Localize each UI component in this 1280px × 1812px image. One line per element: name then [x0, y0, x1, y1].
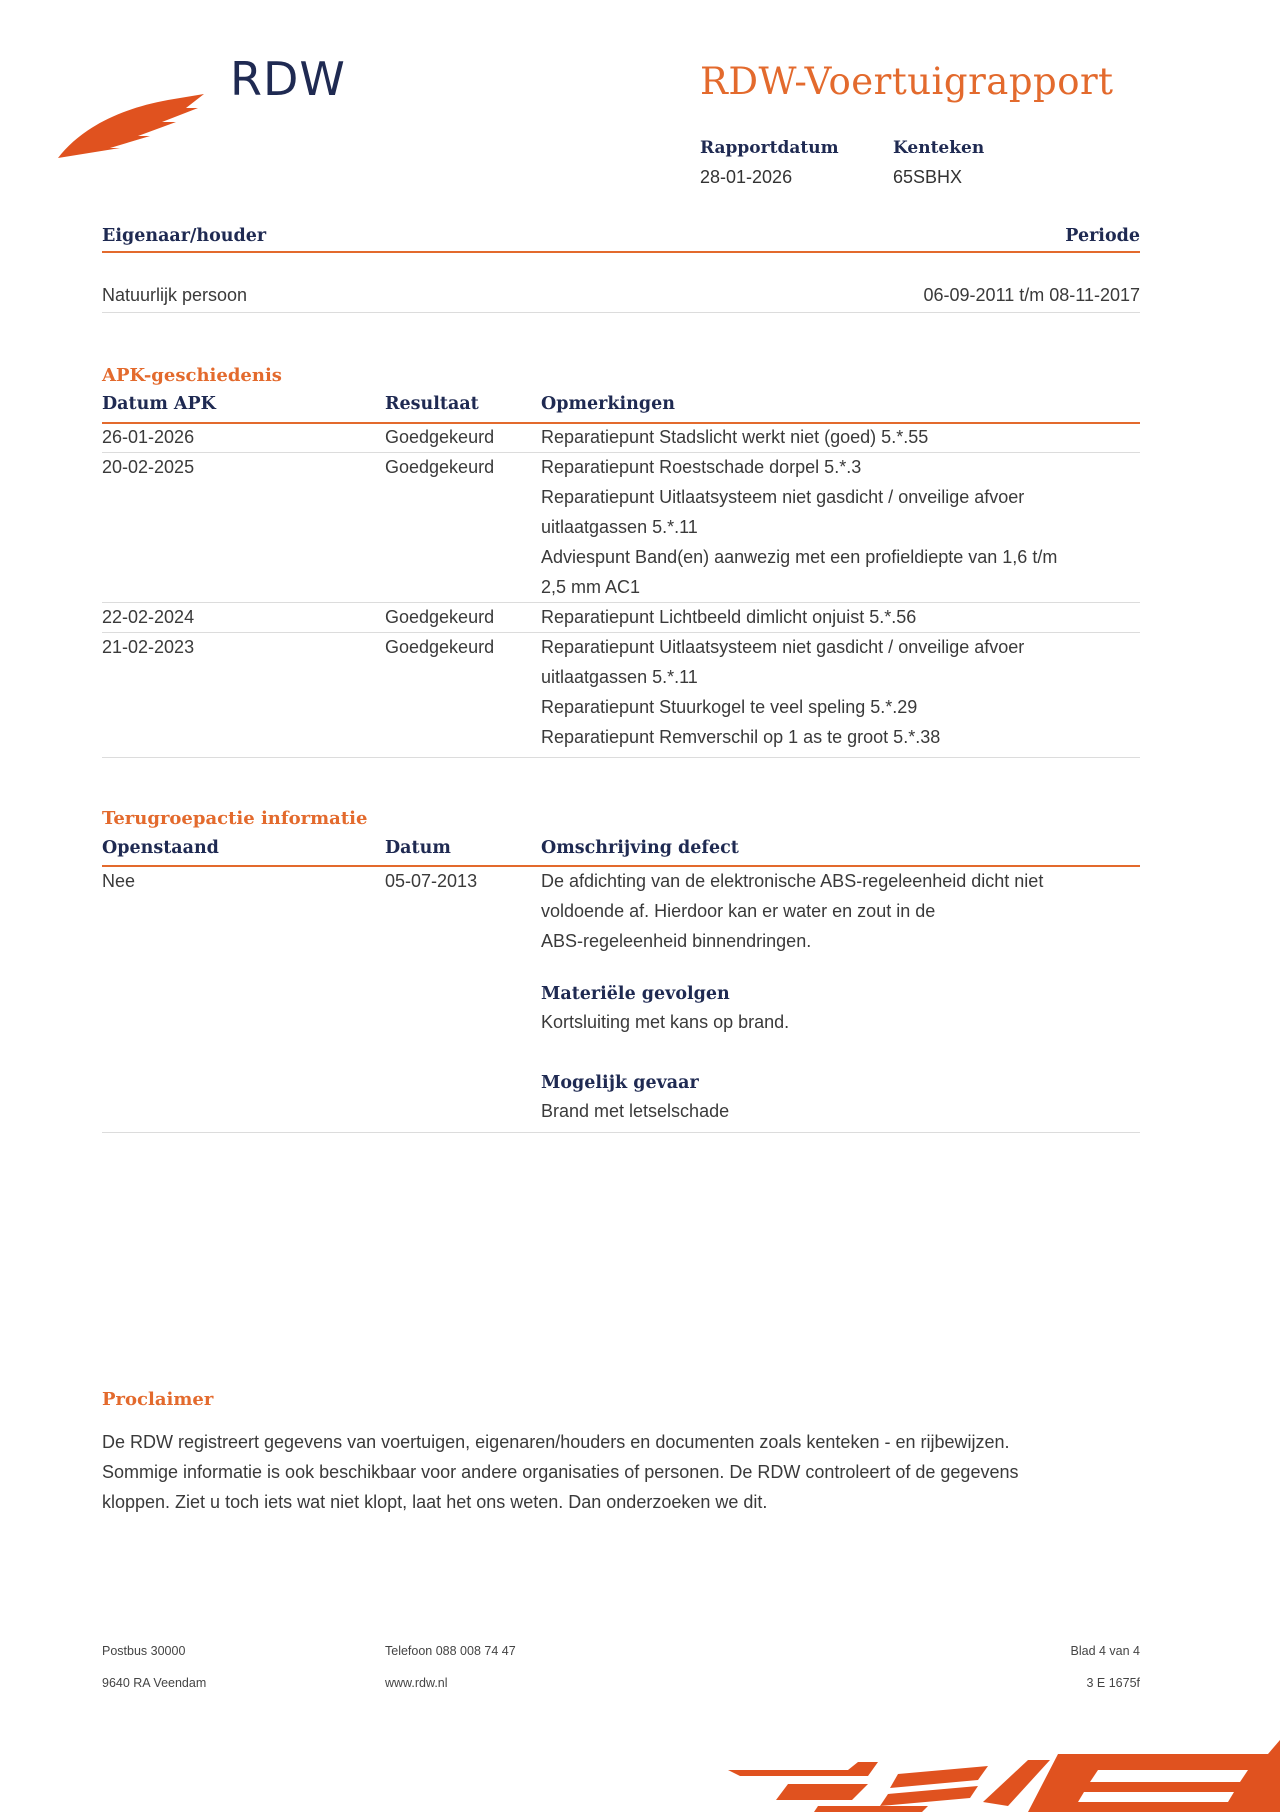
apk-row-remark: Reparatiepunt Stadslicht werkt niet (goed) 5.*.55: [541, 427, 929, 447]
footer-phone: Telefoon 088 008 74 47: [385, 1644, 516, 1658]
apk-row-result: Goedgekeurd: [385, 607, 495, 627]
owner-label: Eigenaar/houder: [102, 226, 267, 246]
apk-col-remarks: Opmerkingen: [541, 394, 675, 414]
apk-col-result: Resultaat: [385, 394, 479, 414]
apk-row-date: 26-01-2026: [102, 427, 195, 447]
plate-value: 65SBHX: [893, 167, 963, 187]
apk-row-remark: Adviespunt Band(en) aanwezig met een profieldiepte van 1,6 t/m: [541, 547, 1058, 567]
report-date-label: Rapportdatum: [700, 138, 839, 158]
report-title: RDW-Voertuigrapport: [700, 60, 1114, 103]
apk-row-remark: uitlaatgassen 5.*.11: [541, 667, 698, 687]
disclaimer-title: Proclaimer: [102, 1389, 214, 1410]
footer-postbus: Postbus 30000: [102, 1644, 186, 1658]
danger-label: Mogelijk gevaar: [541, 1073, 699, 1093]
apk-row-date: 22-02-2024: [102, 607, 195, 627]
owner-bottom-rule: [102, 312, 1140, 313]
recall-col-date: Datum: [385, 838, 451, 858]
recall-date: 05-07-2013: [385, 871, 478, 891]
apk-row-remark: Reparatiepunt Remverschil op 1 as te groot 5.*.38: [541, 727, 941, 747]
footer-stripes-icon: [728, 1740, 1280, 1812]
apk-row-remark: Reparatiepunt Roestschade dorpel 5.*.3: [541, 457, 862, 477]
apk-row-result: Goedgekeurd: [385, 427, 495, 447]
danger-text: Brand met letselschade: [541, 1101, 730, 1121]
apk-row-date: 21-02-2023: [102, 637, 195, 657]
apk-row-result: Goedgekeurd: [385, 637, 495, 657]
apk-row-result: Goedgekeurd: [385, 457, 495, 477]
period-label: Periode: [1065, 226, 1140, 246]
apk-row-remark: 2,5 mm AC1: [541, 577, 641, 597]
row-divider: [102, 1132, 1140, 1133]
consequences-label: Materiële gevolgen: [541, 984, 730, 1004]
row-divider: [102, 757, 1140, 758]
owner-period: 06-09-2011 t/m 08-11-2017: [923, 285, 1140, 305]
apk-col-date: Datum APK: [102, 394, 216, 414]
recall-open: Nee: [102, 871, 136, 891]
apk-row-remark: uitlaatgassen 5.*.11: [541, 517, 698, 537]
footer-city: 9640 RA Veendam: [102, 1676, 207, 1690]
footer-code: 3 E 1675f: [1086, 1676, 1140, 1690]
recall-title: Terugroepactie informatie: [102, 808, 368, 829]
footer-page: Blad 4 van 4: [1070, 1644, 1140, 1658]
apk-row-remark: Reparatiepunt Uitlaatsysteem niet gasdicht / onveilige afvoer: [541, 487, 1025, 507]
disclaimer-line: De RDW registreert gegevens van voertuigen, eigenaren/houders en documenten zoals kenteken - en rijbewijzen.: [102, 1432, 1010, 1452]
recall-defect-line: ABS-regeleenheid binnendringen.: [541, 931, 812, 951]
consequences-text: Kortsluiting met kans op brand.: [541, 1012, 790, 1032]
apk-row-date: 20-02-2025: [102, 457, 195, 477]
apk-row-remark: Reparatiepunt Stuurkogel te veel speling 5.*.29: [541, 697, 918, 717]
footer-web: www.rdw.nl: [385, 1676, 448, 1690]
apk-row-remark: Reparatiepunt Uitlaatsysteem niet gasdicht / onveilige afvoer: [541, 637, 1025, 657]
logo-text: RDW: [230, 52, 346, 106]
apk-title: APK-geschiedenis: [102, 365, 282, 386]
recall-defect-line: voldoende af. Hierdoor kan er water en zout in de: [541, 901, 936, 921]
rdw-logo-icon: [58, 92, 208, 162]
owner-type: Natuurlijk persoon: [102, 285, 248, 305]
report-date: 28-01-2026: [700, 167, 793, 187]
plate-label: Kenteken: [893, 138, 985, 158]
recall-defect-line: De afdichting van de elektronische ABS-regeleenheid dicht niet: [541, 871, 1044, 891]
recall-col-defect: Omschrijving defect: [541, 838, 739, 858]
apk-row-remark: Reparatiepunt Lichtbeeld dimlicht onjuist 5.*.56: [541, 607, 917, 627]
owner-rule: [102, 251, 1140, 253]
disclaimer-line: kloppen. Ziet u toch iets wat niet klopt, laat het ons weten. Dan onderzoeken we dit.: [102, 1492, 768, 1512]
disclaimer-line: Sommige informatie is ook beschikbaar voor andere organisaties of personen. De RDW controleert of de gegevens: [102, 1462, 1019, 1482]
recall-col-open: Openstaand: [102, 838, 219, 858]
